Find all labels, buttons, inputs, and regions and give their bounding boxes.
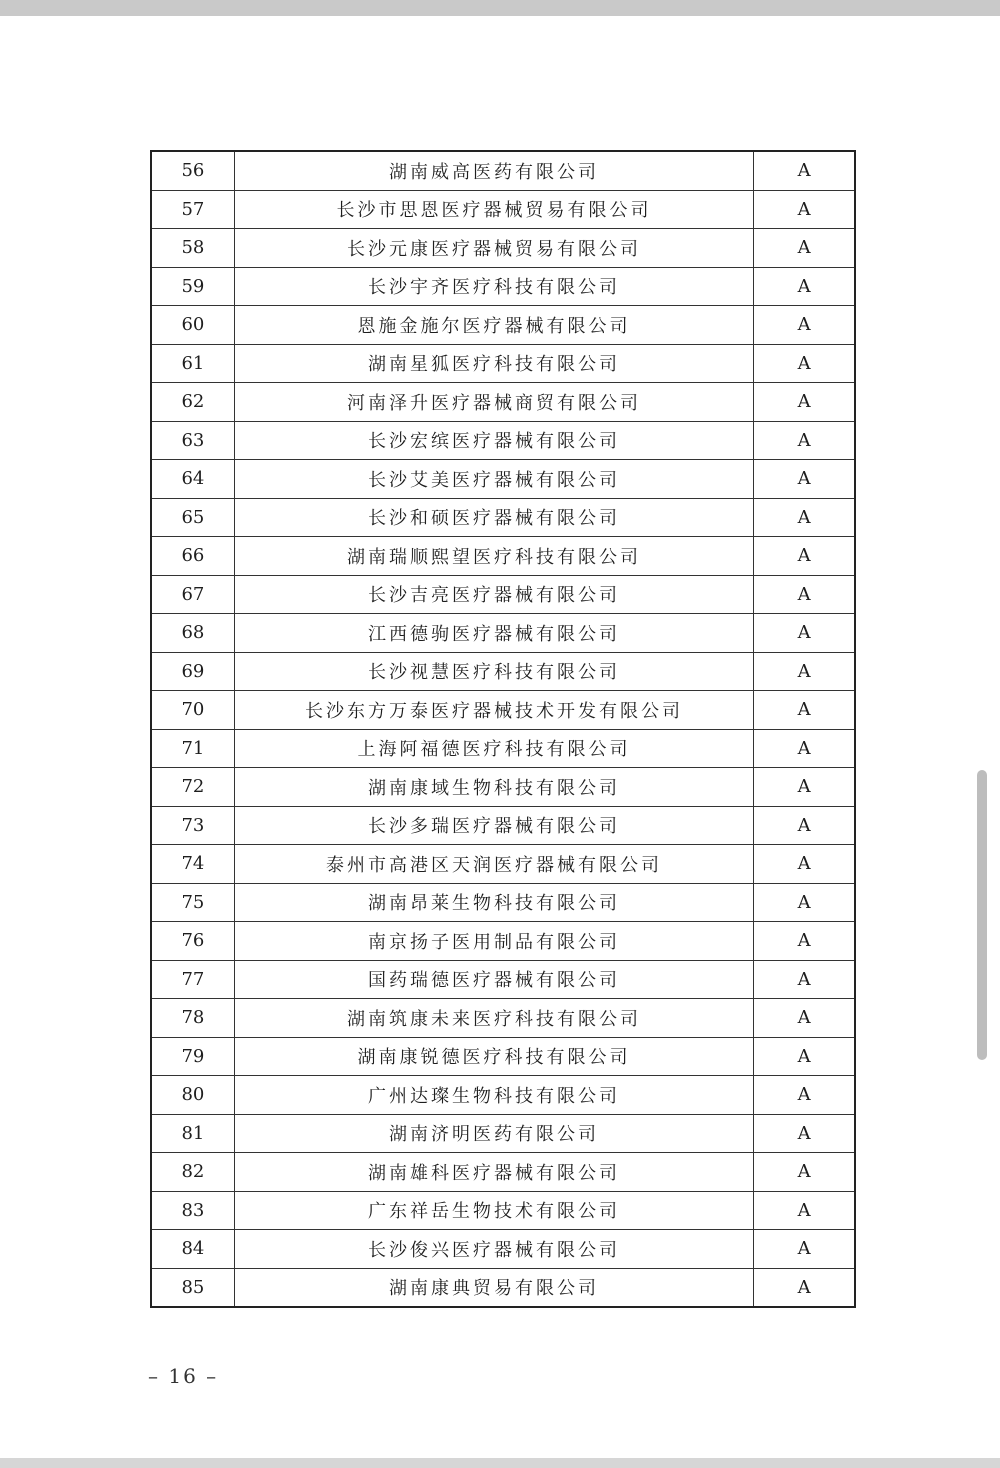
row-number: 70 — [151, 691, 234, 730]
row-number: 81 — [151, 1114, 234, 1153]
rating-grade: A — [754, 229, 855, 268]
row-number: 60 — [151, 306, 234, 345]
table-row — [151, 1230, 855, 1269]
row-number: 58 — [151, 229, 234, 268]
row-number: 84 — [151, 1230, 234, 1269]
table-row — [151, 614, 855, 653]
company-name: 湖南筑康未来医疗科技有限公司 — [234, 999, 753, 1038]
company-name: 湖南康域生物科技有限公司 — [234, 768, 753, 807]
rating-grade: A — [754, 1191, 855, 1230]
table-row — [151, 498, 855, 537]
row-number: 85 — [151, 1268, 234, 1307]
rating-grade: A — [754, 691, 855, 730]
viewer-bottom-bar — [0, 1458, 1000, 1468]
table-body — [151, 151, 855, 1307]
company-name: 广东祥岳生物技术有限公司 — [234, 1191, 753, 1230]
table-row — [151, 229, 855, 268]
row-number: 77 — [151, 960, 234, 999]
rating-grade: A — [754, 460, 855, 499]
company-name: 恩施金施尔医疗器械有限公司 — [234, 306, 753, 345]
rating-grade: A — [754, 383, 855, 422]
rating-grade: A — [754, 267, 855, 306]
rating-grade: A — [754, 999, 855, 1038]
company-name: 长沙吉亮医疗器械有限公司 — [234, 575, 753, 614]
row-number: 78 — [151, 999, 234, 1038]
table-row — [151, 537, 855, 576]
company-name: 长沙和硕医疗器械有限公司 — [234, 498, 753, 537]
table-row — [151, 1191, 855, 1230]
rating-grade: A — [754, 344, 855, 383]
company-name: 江西德驹医疗器械有限公司 — [234, 614, 753, 653]
table-row — [151, 267, 855, 306]
company-name: 上海阿福德医疗科技有限公司 — [234, 729, 753, 768]
company-name: 长沙多瑞医疗器械有限公司 — [234, 806, 753, 845]
rating-grade: A — [754, 190, 855, 229]
company-name: 湖南瑞顺熙望医疗科技有限公司 — [234, 537, 753, 576]
table-row — [151, 190, 855, 229]
company-name: 长沙艾美医疗器械有限公司 — [234, 460, 753, 499]
table-row — [151, 691, 855, 730]
company-name: 泰州市高港区天润医疗器械有限公司 — [234, 845, 753, 884]
table-row — [151, 1037, 855, 1076]
rating-grade: A — [754, 421, 855, 460]
row-number: 82 — [151, 1153, 234, 1192]
rating-grade: A — [754, 575, 855, 614]
table-row — [151, 1076, 855, 1115]
rating-grade: A — [754, 729, 855, 768]
table-row — [151, 344, 855, 383]
row-number: 66 — [151, 537, 234, 576]
row-number: 73 — [151, 806, 234, 845]
row-number: 79 — [151, 1037, 234, 1076]
table-row — [151, 960, 855, 999]
row-number: 72 — [151, 768, 234, 807]
table-row — [151, 575, 855, 614]
rating-grade: A — [754, 306, 855, 345]
row-number: 61 — [151, 344, 234, 383]
row-number: 63 — [151, 421, 234, 460]
row-number: 76 — [151, 922, 234, 961]
company-name: 湖南星狐医疗科技有限公司 — [234, 344, 753, 383]
row-number: 75 — [151, 883, 234, 922]
table-row — [151, 151, 855, 190]
row-number: 68 — [151, 614, 234, 653]
table-row — [151, 729, 855, 768]
company-name: 湖南济明医药有限公司 — [234, 1114, 753, 1153]
table-row — [151, 922, 855, 961]
table-row — [151, 306, 855, 345]
company-name: 长沙元康医疗器械贸易有限公司 — [234, 229, 753, 268]
row-number: 65 — [151, 498, 234, 537]
page-number: – 16 – — [148, 1364, 219, 1388]
row-number: 59 — [151, 267, 234, 306]
company-name: 长沙东方万泰医疗器械技术开发有限公司 — [234, 691, 753, 730]
row-number: 67 — [151, 575, 234, 614]
row-number: 83 — [151, 1191, 234, 1230]
row-number: 64 — [151, 460, 234, 499]
company-name: 国药瑞德医疗器械有限公司 — [234, 960, 753, 999]
rating-grade: A — [754, 883, 855, 922]
company-name: 湖南康典贸易有限公司 — [234, 1268, 753, 1307]
rating-grade: A — [754, 845, 855, 884]
rating-grade: A — [754, 1076, 855, 1115]
table-row — [151, 1114, 855, 1153]
rating-grade: A — [754, 960, 855, 999]
company-name: 河南泽升医疗器械商贸有限公司 — [234, 383, 753, 422]
company-name: 长沙视慧医疗科技有限公司 — [234, 652, 753, 691]
table-row — [151, 421, 855, 460]
company-rating-table — [150, 150, 856, 1308]
table-row — [151, 1153, 855, 1192]
row-number: 71 — [151, 729, 234, 768]
company-name: 湖南威高医药有限公司 — [234, 151, 753, 190]
table-row — [151, 806, 855, 845]
vertical-scrollbar-thumb[interactable] — [977, 770, 987, 1060]
company-name: 湖南雄科医疗器械有限公司 — [234, 1153, 753, 1192]
table-row — [151, 999, 855, 1038]
rating-grade: A — [754, 1268, 855, 1307]
rating-grade: A — [754, 1037, 855, 1076]
rating-grade: A — [754, 614, 855, 653]
rating-grade: A — [754, 1153, 855, 1192]
rating-grade: A — [754, 151, 855, 190]
company-name: 长沙俊兴医疗器械有限公司 — [234, 1230, 753, 1269]
table-row — [151, 383, 855, 422]
row-number: 80 — [151, 1076, 234, 1115]
table-row — [151, 768, 855, 807]
rating-grade: A — [754, 806, 855, 845]
company-name: 南京扬子医用制品有限公司 — [234, 922, 753, 961]
row-number: 74 — [151, 845, 234, 884]
viewer-top-bar — [0, 0, 1000, 16]
rating-grade: A — [754, 1230, 855, 1269]
table-row — [151, 1268, 855, 1307]
row-number: 62 — [151, 383, 234, 422]
table-row — [151, 460, 855, 499]
company-name: 湖南康锐德医疗科技有限公司 — [234, 1037, 753, 1076]
rating-grade: A — [754, 922, 855, 961]
rating-grade: A — [754, 537, 855, 576]
rating-grade: A — [754, 652, 855, 691]
table-row — [151, 845, 855, 884]
company-name: 长沙宏缤医疗器械有限公司 — [234, 421, 753, 460]
table-row — [151, 652, 855, 691]
document-page — [0, 16, 1000, 1458]
rating-grade: A — [754, 1114, 855, 1153]
company-name: 广州达璨生物科技有限公司 — [234, 1076, 753, 1115]
company-name: 长沙市思恩医疗器械贸易有限公司 — [234, 190, 753, 229]
row-number: 56 — [151, 151, 234, 190]
company-name: 湖南昂莱生物科技有限公司 — [234, 883, 753, 922]
row-number: 69 — [151, 652, 234, 691]
company-name: 长沙宇齐医疗科技有限公司 — [234, 267, 753, 306]
table-row — [151, 883, 855, 922]
rating-grade: A — [754, 498, 855, 537]
row-number: 57 — [151, 190, 234, 229]
rating-grade: A — [754, 768, 855, 807]
